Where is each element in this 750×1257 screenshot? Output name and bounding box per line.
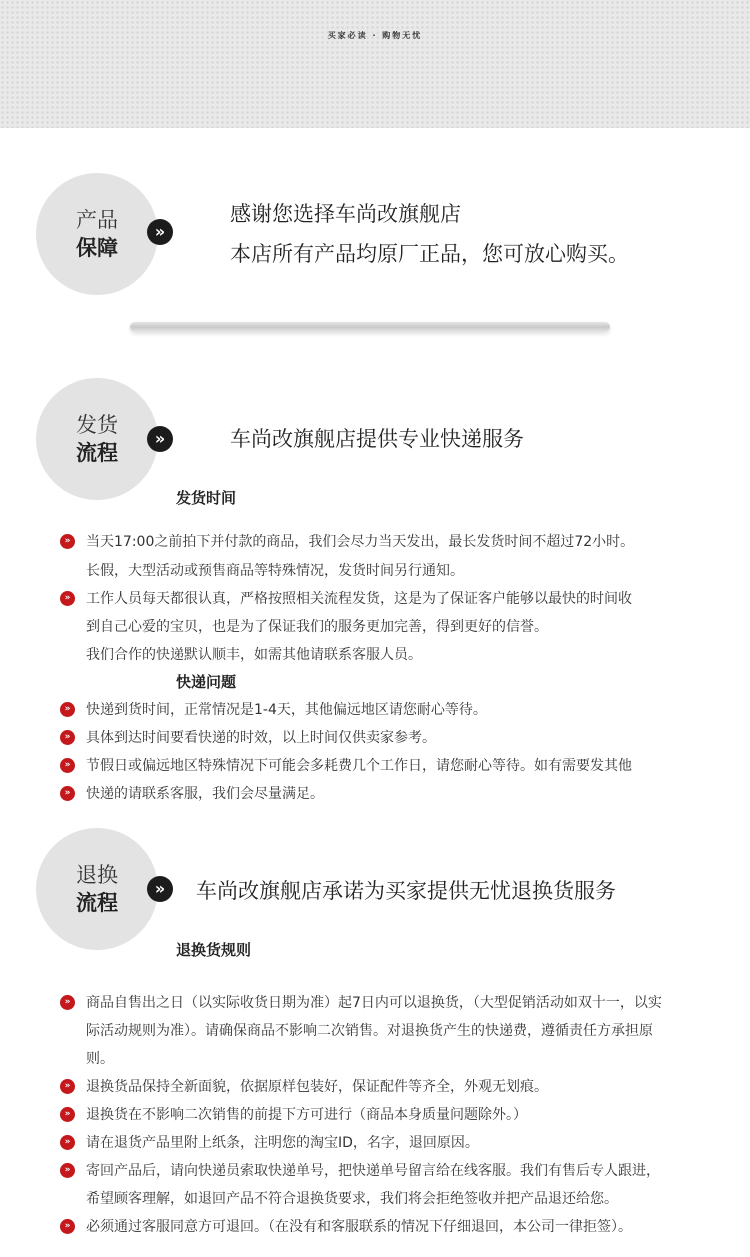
badge-line1: 产品: [76, 208, 118, 232]
section-divider: [130, 322, 610, 332]
product-intro-line1: 感谢您选择车尚改旗舰店: [230, 202, 461, 226]
express-line: 具体到达时间要看快递的时效，以上时间仅供卖家参考。: [86, 730, 436, 746]
product-intro-line2: 本店所有产品均原厂正品，您可放心购买。: [230, 242, 629, 266]
bullet-icon: »: [60, 1079, 75, 1094]
bullet-icon: »: [60, 786, 75, 801]
banner-title: 买家必读 · 购物无忧: [327, 31, 423, 40]
shipping-process-badge: [36, 378, 158, 500]
header-banner: [0, 0, 750, 128]
double-chevron-right-icon: »: [147, 426, 173, 452]
return-rule-line: 则。: [86, 1051, 114, 1067]
badge-line2: 流程: [76, 441, 118, 465]
return-rule-line: 请在退货产品里附上纸条，注明您的淘宝ID，名字，退回原因。: [86, 1135, 479, 1151]
product-guarantee-badge: [36, 173, 158, 295]
express-heading: 快递问题: [176, 673, 237, 691]
express-line: 快递到货时间，正常情况是1-4天，其他偏远地区请您耐心等待。: [86, 702, 487, 718]
return-process-badge: [36, 828, 158, 950]
return-rule-line: 必须通过客服同意方可退回。（在没有和客服联系的情况下仔细退回，本公司一律拒签）。: [86, 1219, 632, 1235]
badge-line2: 保障: [76, 236, 118, 260]
bullet-icon: »: [60, 534, 75, 549]
badge-line1: 退换: [76, 863, 118, 887]
return-rule-line: 希望顾客理解，如退回产品不符合退换货要求，我们将会拒绝签收并把产品退还给您。: [86, 1191, 618, 1207]
express-line: 快递的请联系客服，我们会尽量满足。: [86, 786, 324, 802]
bullet-icon: »: [60, 995, 75, 1010]
bullet-icon: »: [60, 758, 75, 773]
bullet-icon: »: [60, 591, 75, 606]
badge-line1: 发货: [76, 413, 118, 437]
bullet-icon: »: [60, 730, 75, 745]
return-rules-heading: 退换货规则: [176, 941, 252, 959]
shipping-time-line: 当天17:00之前拍下并付款的商品，我们会尽力当天发出，最长发货时间不超过72小时。: [86, 534, 635, 550]
bullet-icon: »: [60, 1135, 75, 1150]
return-rule-line: 退换货在不影响二次销售的前提下方可进行（商品本身质量问题除外。）: [86, 1107, 527, 1123]
shipping-time-line: 到自己心爱的宝贝，也是为了保证我们的服务更加完善，得到更好的信誉。: [86, 619, 548, 635]
shipping-time-heading: 发货时间: [176, 489, 237, 507]
bullet-icon: »: [60, 1219, 75, 1234]
return-rule-line: 退换货品保持全新面貌，依据原样包装好，保证配件等齐全，外观无划痕。: [86, 1079, 548, 1095]
bullet-icon: »: [60, 702, 75, 717]
bullet-icon: »: [60, 1163, 75, 1178]
return-rule-line: 寄回产品后，请向快递员索取快递单号，把快递单号留言给在线客服。我们有售后专人跟进，: [86, 1163, 660, 1179]
return-rule-line: 商品自售出之日（以实际收货日期为准）起7日内可以退换货，（大型促销活动如双十一，以实: [86, 995, 662, 1011]
bullet-icon: »: [60, 1107, 75, 1122]
double-chevron-right-icon: »: [147, 219, 173, 245]
return-rule-line: 际活动规则为准）。请确保商品不影响二次销售。对退换货产生的快递费，遵循责任方承担原: [86, 1023, 653, 1039]
double-chevron-right-icon: »: [147, 876, 173, 902]
shipping-time-line: 工作人员每天都很认真，严格按照相关流程发货，这是为了保证客户能够以最快的时间收: [86, 591, 632, 607]
shipping-time-line: 长假，大型活动或预售商品等特殊情况，发货时间另行通知。: [86, 563, 464, 579]
badge-line2: 流程: [76, 891, 118, 915]
shipping-intro: 车尚改旗舰店提供专业快递服务: [230, 427, 524, 451]
express-line: 节假日或偏远地区特殊情况下可能会多耗费几个工作日，请您耐心等待。如有需要发其他: [86, 758, 632, 774]
shipping-time-line: 我们合作的快递默认顺丰，如需其他请联系客服人员。: [86, 647, 422, 663]
returns-intro: 车尚改旗舰店承诺为买家提供无忧退换货服务: [196, 879, 616, 903]
